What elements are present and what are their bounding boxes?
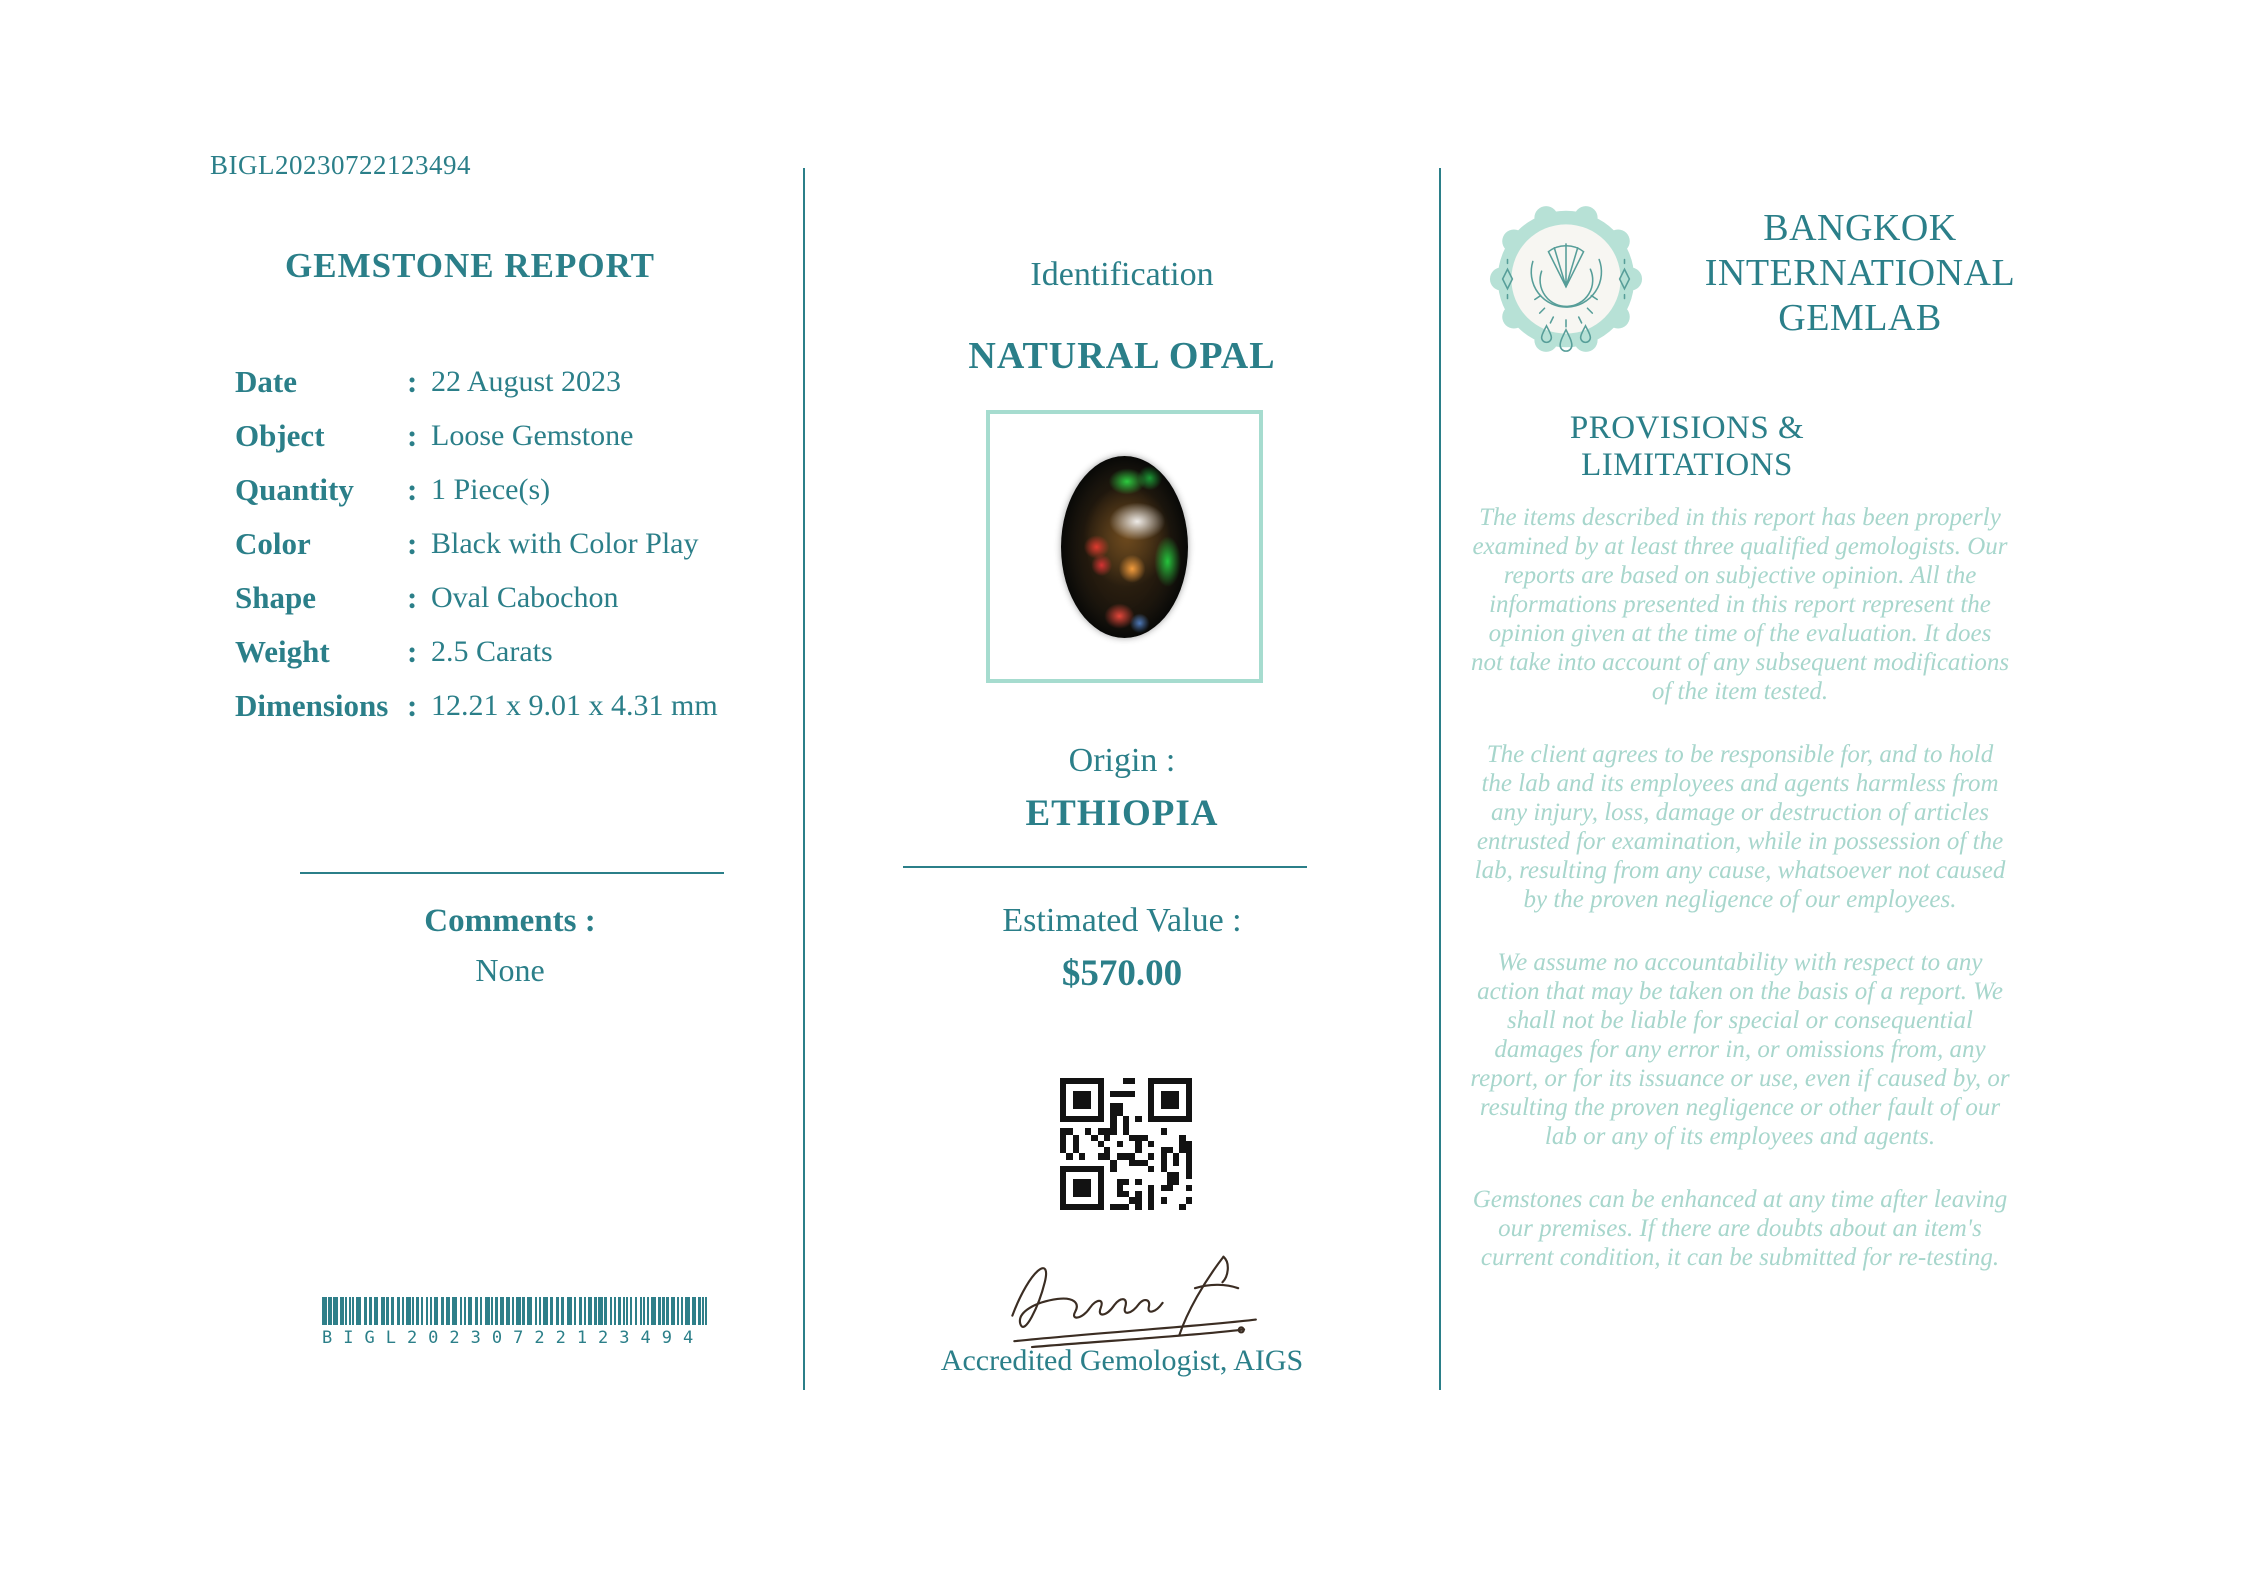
field-row <box>235 416 775 470</box>
provisions-paragraphs <box>1470 503 2010 1306</box>
barcode-text: BIGL20230722123494 <box>322 1328 705 1348</box>
lab-name-line-1: BANGKOK <box>1763 207 1957 249</box>
page-title: GEMSTONE REPORT <box>285 246 655 285</box>
field-value: Black with Color Play <box>431 527 699 560</box>
provisions-paragraph: We assume no accountability with respect to any action that may be taken on the basis of a report. We shall not be liable for special or consequential damages for any error in, or omissions from, any report, or for its issuance or use, even if caused by, or resulting the proven negligence or other fault of our lab or any of its employees and agents. <box>1470 949 2010 1150</box>
field-colon: : <box>407 526 418 561</box>
provisions-paragraph: The items described in this report has been properly examined by at least three qualified gemologists. Our reports are based on subjective opinion. All the informations presented in this report represent the opinion given at the time of the evaluation. It does not take into account of any subsequent modifications of the item tested. <box>1470 504 2010 705</box>
lab-name <box>1690 206 2030 341</box>
origin-value: ETHIOPIA <box>1025 793 1219 834</box>
field-row <box>235 362 775 416</box>
field-colon: : <box>407 688 418 723</box>
qr-code <box>1060 1078 1192 1210</box>
field-colon: : <box>407 580 418 615</box>
field-colon: : <box>407 418 418 453</box>
field-colon: : <box>407 472 418 507</box>
field-value: Loose Gemstone <box>431 419 634 452</box>
origin-label: Origin : <box>1068 742 1176 779</box>
estimated-value: $570.00 <box>1061 953 1183 994</box>
field-value: 22 August 2023 <box>431 365 622 398</box>
gem-photo <box>1061 456 1188 638</box>
field-row <box>235 632 775 686</box>
gem-photo-frame <box>986 410 1263 683</box>
report-number: BIGL20230722123494 <box>210 150 471 180</box>
identification-heading: Identification <box>1030 256 1214 293</box>
column-divider-left <box>803 168 805 1390</box>
field-label: Dimensions <box>235 688 389 723</box>
field-value: 12.21 x 9.01 x 4.31 mm <box>431 689 718 722</box>
comments-value: None <box>475 952 545 988</box>
field-row <box>235 524 775 578</box>
barcode <box>322 1297 714 1325</box>
field-colon: : <box>407 364 418 399</box>
lab-seal-logo <box>1488 200 1644 358</box>
lab-name-line-3: GEMLAB <box>1778 297 1942 339</box>
provisions-paragraph: The client agrees to be responsible for, and to hold the lab and its employees and agents harmless from any injury, loss, damage or destruction of articles entrusted for examination, while in possession of the lab, resulting from any cause, whatsoever not caused by the proven negligence of our employees. <box>1474 741 2006 913</box>
comments-label: Comments : <box>424 903 596 939</box>
field-value: 2.5 Carats <box>431 635 553 668</box>
field-label: Object <box>235 418 325 453</box>
estimated-value-label: Estimated Value : <box>1002 902 1242 939</box>
field-row <box>235 686 775 740</box>
field-label: Color <box>235 526 311 561</box>
field-label: Shape <box>235 580 316 615</box>
field-label: Weight <box>235 634 330 669</box>
comments-divider <box>300 872 724 874</box>
field-label: Quantity <box>235 472 354 507</box>
provisions-paragraph: Gemstones can be enhanced at any time after leaving our premises. If there are doubts about an item's current condition, it can be submitted for re-testing. <box>1472 1186 2008 1271</box>
field-row <box>235 470 775 524</box>
middle-divider <box>903 866 1307 868</box>
field-value: Oval Cabochon <box>431 581 619 614</box>
field-label: Date <box>235 364 297 399</box>
signature <box>1000 1243 1280 1351</box>
provisions-title: PROVISIONS & LIMITATIONS <box>1569 410 1805 483</box>
details-table <box>235 362 775 740</box>
field-row <box>235 578 775 632</box>
lab-name-line-2: INTERNATIONAL <box>1704 252 2016 294</box>
column-divider-right <box>1439 168 1441 1390</box>
field-colon: : <box>407 634 418 669</box>
identification-result: NATURAL OPAL <box>968 335 1276 377</box>
signer-role: Accredited Gemologist, AIGS <box>940 1344 1304 1377</box>
field-value: 1 Piece(s) <box>431 473 551 506</box>
